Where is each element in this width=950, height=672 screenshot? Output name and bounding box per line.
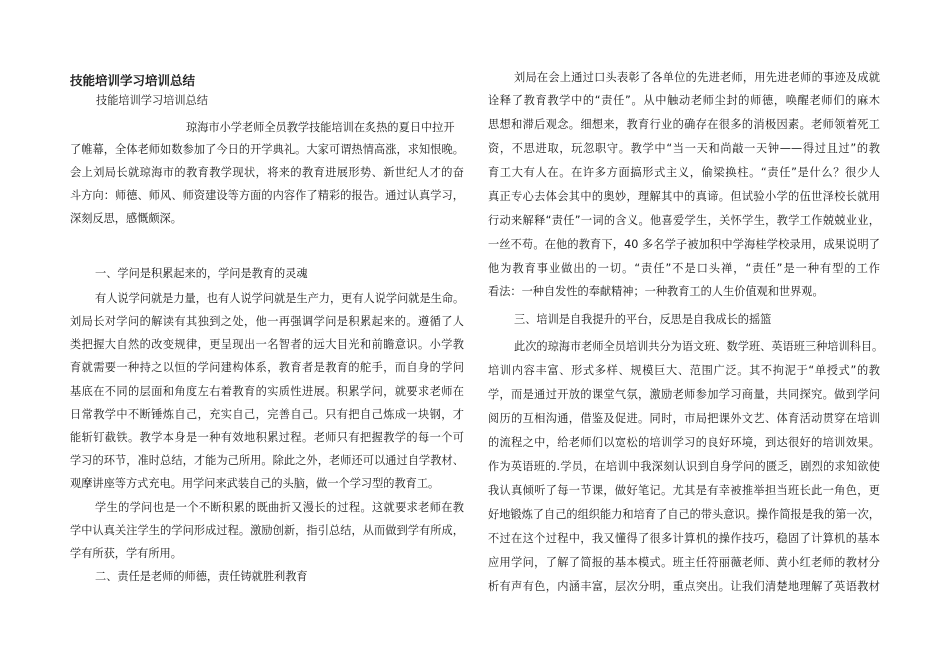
paragraph-line: 育就需要一种持之以恒的学问建构体系，教育者是教育的舵手，而自身的学问	[70, 361, 464, 374]
paragraph-line: 此次的琼海市老师全员培训共分为语文班、数学班、英语班三种培训科目。	[514, 340, 884, 353]
paragraph-line: 学生的学问也是一个不断积累的既曲折又漫长的过程。这就要求老师在教	[95, 501, 464, 514]
paragraph-line: 日常教学中不断锤炼自己，充实自己，完善自己。只有把自己炼成一块钢，才	[70, 408, 464, 421]
paragraph-line: 一丝不苟。在他的教育下，40 多名学子被加积中学海桂学校录用，成果说明了	[488, 238, 880, 251]
paragraph-line: 应用学问，了解了简报的基本模式。班主任符丽薇老师、黄小红老师的教材分	[488, 556, 880, 569]
paragraph-line: 诠释了教育教学中的“责任”。从中触动老师尘封的师德，唤醒老师们的麻木	[488, 94, 880, 107]
paragraph-line: 育工大有人在。在许多方面搞形式主义，偷梁换柱。“责任”是什么？很少人	[488, 166, 880, 179]
paragraph-line: 刘局在会上通过口头表彰了各单位的先进老师，用先进老师的事迹及成就	[514, 71, 880, 84]
paragraph-line: 的流程之中，给老师们以宽松的培训学习的良好环境，到达很好的培训效果。	[488, 436, 880, 449]
paragraph-line: 作为英语班的.学员，在培训中我深刻认识到自身学问的匮乏，剧烈的求知欲使	[488, 460, 880, 473]
section-heading: 一、学问是积累起来的，学问是教育的灵魂	[95, 267, 308, 280]
paragraph-line: 看法：一种自发性的奉献精神；一种教育工的人生价值观和世界观。	[488, 285, 824, 298]
paragraph-line: 他为教育事业做出的一切。“责任”不是口头禅，“责任”是一种有型的工作	[488, 262, 880, 275]
paragraph-line: 学有所获，学有所用。	[70, 547, 182, 560]
subtitle-line: 技能培训学习培训总结	[96, 94, 208, 107]
paragraph-line: 类把握大自然的改变规律，更呈现出一名智者的远大目光和前瞻意识。小学教	[70, 338, 464, 351]
paragraph-line: 我认真倾听了每一节课，做好笔记。尤其是有幸被推举担当班长此一角色，更	[488, 484, 880, 497]
paragraph-line: 会上刘局长就琼海市的教育教学现状，将来的教育进展形势、新世纪人才的奋	[70, 166, 464, 179]
paragraph-line: 有人说学问就是力量，也有人说学问就是生产力，更有人说学问就是生命。	[95, 292, 465, 305]
paragraph-line: 基底在不同的层面和角度左右着教育的实质性进展。积累学问，就要求老师在	[70, 385, 464, 398]
paragraph-line: 了帷幕，全体老师如数参加了今日的开学典礼。大家可谓热情高涨，求知恨晚。	[70, 143, 464, 156]
paragraph-line: 学，而是通过开放的课堂气氛，激励老师参加学习商量，共同探究。做到学问	[488, 388, 880, 401]
paragraph-line: 斗方向：师德、师风、师资建设等方面的内容作了精彩的报告。通过认真学习，	[70, 189, 464, 202]
paragraph-line: 析有声有色，内涵丰富，层次分明，重点突出。让我们清楚地理解了英语教材	[488, 580, 880, 593]
paragraph-line: 培训内容丰富、形式多样、规模巨大、范围广泛。其不拘泥于“单授式”的教	[488, 364, 880, 377]
section-heading: 三、培训是自我提升的平台，反思是自我成长的摇篮	[514, 313, 772, 326]
paragraph-line: 学习的环节，准时总结，才能为己所用。除此之外，老师还可以通过自学教材、	[70, 454, 464, 467]
paragraph-line: 不过在这个过程中，我又懂得了很多计算机的操作技巧，稳固了计算机的基本	[488, 532, 880, 545]
paragraph-line: 阅历的互相沟通，借鉴及促进。同时，市局把课外文艺、体育活动贯穿在培训	[488, 412, 880, 425]
paragraph-line: 刘局长对学问的解读有其独到之处，他一再强调学问是积累起来的。遵循了人	[70, 315, 464, 328]
paragraph-line: 能斩钉截铁。教学本身是一种有效地积累过程。老师只有把握教学的每一个可	[70, 431, 464, 444]
paragraph-line: 学中认真关注学生的学问形成过程。激励创新，指引总结，从而做到学有所成，	[70, 524, 464, 537]
paragraph-line: 琼海市小学老师全员教学技能培训在炙热的夏日中拉开	[186, 121, 455, 134]
paragraph-line: 资，不思进取，玩忽职守。教学中“当一天和尚敲一天钟——得过且过”的教	[488, 142, 880, 155]
paragraph-line: 思想和滞后观念。细想来，教育行业的确存在很多的消极因素。老师领着死工	[488, 118, 880, 131]
paragraph-line: 观摩讲座等方式充电。用学问来武装自己的头脑，做一个学习型的教育工。	[70, 477, 440, 490]
paragraph-line: 深刻反思，感慨颇深。	[70, 212, 182, 225]
paragraph-line: 真正专心去体会其中的奥妙，理解其中的真谛。但试验小学的伍世泽校长就用	[488, 190, 880, 203]
section-heading: 二、责任是老师的师德，责任铸就胜利教育	[95, 570, 308, 583]
document-title: 技能培训学习培训总结	[70, 73, 196, 88]
paragraph-line: 行动来解释“责任”一词的含义。他喜爱学生，关怀学生，教学工作兢兢业业，	[488, 214, 880, 227]
paragraph-line: 好地锻炼了自己的组织能力和培育了自己的带头意识。操作简报是我的第一次，	[488, 508, 880, 521]
